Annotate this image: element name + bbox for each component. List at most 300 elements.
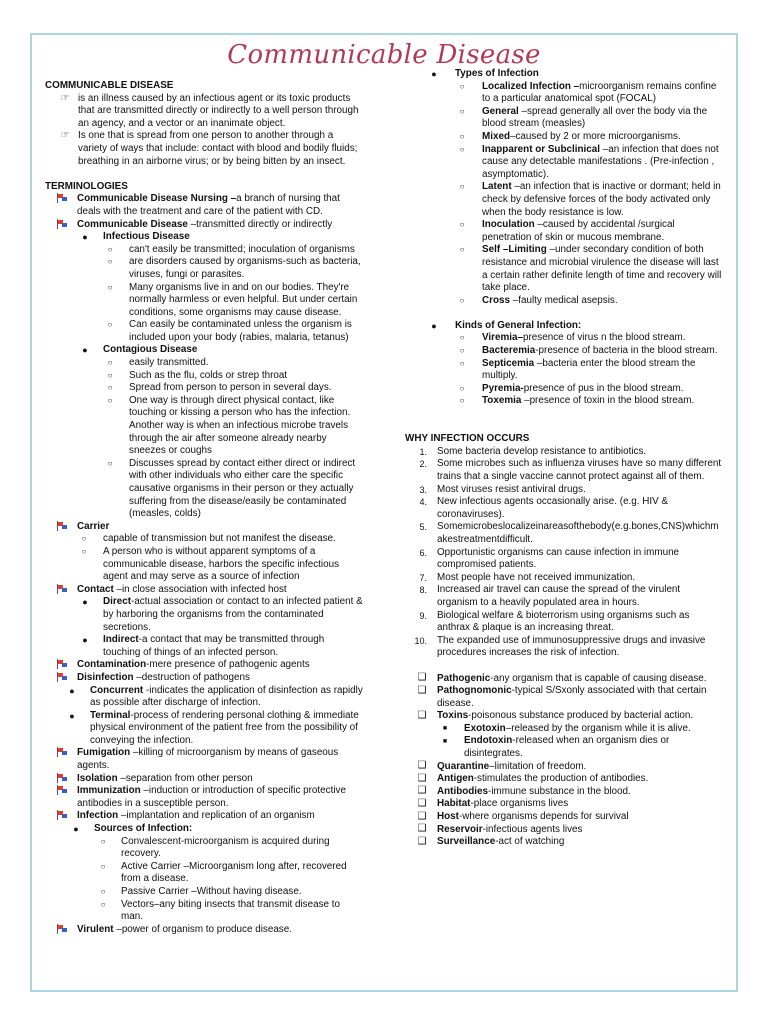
- term-label: Fumigation: [77, 747, 133, 759]
- list-item-text: [437, 521, 719, 545]
- term-text: -typical S/Sxonly associated with that certain disease.: [437, 685, 707, 709]
- flag-icon: [55, 810, 69, 824]
- list-item: [405, 811, 723, 824]
- list-item: [45, 130, 363, 168]
- list-item: [45, 231, 363, 244]
- term-label: Pathogenic: [437, 672, 491, 684]
- list-item: [405, 484, 723, 497]
- list-item-text: [482, 345, 718, 356]
- term-label: Surveillance: [437, 836, 496, 848]
- term-text: -mere presence of pathogenic agents: [146, 659, 310, 671]
- term-text: -where organisms depends for survival: [458, 811, 629, 823]
- list-item-text: [437, 811, 629, 822]
- bullet-icon: ●: [69, 710, 75, 721]
- bullet-icon: ●: [82, 232, 88, 243]
- list-item-text: [482, 181, 721, 217]
- list-item: [405, 773, 723, 786]
- list-item: [405, 446, 723, 459]
- list-item-text: [78, 93, 358, 129]
- term-text: –released by the organism while it is alive.: [505, 722, 691, 734]
- bullet-icon: ●: [431, 320, 437, 331]
- circle-bullet-icon: ○: [459, 245, 465, 255]
- spacer: [405, 408, 723, 421]
- term-text: Spread from person to person in several days.: [129, 382, 332, 394]
- list-item: [405, 131, 723, 144]
- circle-bullet-icon: ○: [459, 144, 465, 154]
- list-item: [405, 798, 723, 811]
- list-item-text: [103, 546, 339, 582]
- flag-icon: [55, 773, 69, 787]
- term-label: Sources of Infection:: [94, 823, 193, 835]
- term-text: –an infection that is inactive or dormant; held in check by defensive forces of the body activated only when the body resistance is low.: [482, 181, 721, 218]
- circle-bullet-icon: ○: [459, 131, 465, 141]
- list-item-text: [94, 823, 192, 834]
- list-item: [45, 836, 363, 861]
- list-item-text: [482, 332, 685, 343]
- circle-bullet-icon: ○: [107, 370, 113, 380]
- term-label: Contamination: [77, 659, 147, 671]
- term-label: Kinds of General Infection:: [455, 319, 582, 331]
- list-item-text: [437, 547, 679, 571]
- term-text: –in close association with infected host: [116, 583, 287, 595]
- term-label: Septicemia: [482, 357, 537, 369]
- flag-icon: [55, 672, 69, 686]
- pointer-icon: ☞: [60, 130, 70, 142]
- list-item: [405, 584, 723, 609]
- list-item: [405, 521, 723, 546]
- term-text: Is one that is spread from one person to another through a variety of ways that include: contact with blood and bodily fluids; breathing in an airborne virus; or by being bitten by an insect.: [78, 130, 358, 167]
- checkbox-bullet-icon: ❑: [417, 672, 427, 683]
- list-item: [45, 282, 363, 320]
- term-label: Self –Limiting: [482, 244, 550, 256]
- list-item: [405, 320, 723, 333]
- list-item: [45, 659, 363, 672]
- circle-bullet-icon: ○: [107, 282, 113, 292]
- list-item: [405, 144, 723, 182]
- term-label: Immunization: [77, 785, 144, 797]
- list-item: [405, 383, 723, 396]
- list-item: [405, 572, 723, 585]
- term-text: –implantation and replication of an organism: [120, 810, 315, 822]
- circle-bullet-icon: ○: [459, 295, 465, 305]
- term-text: -process of rendering personal clothing & immediate physical environment of the patient free from the possibility of conveying the infection.: [90, 709, 359, 746]
- left-column: [45, 80, 363, 936]
- flag-icon: [55, 193, 69, 207]
- term-text: –presence of toxin in the blood stream.: [524, 395, 695, 407]
- list-item-text: [77, 219, 332, 230]
- bullet-icon: ●: [69, 685, 75, 696]
- list-number: 1.: [419, 446, 427, 457]
- list-item-text: [103, 231, 190, 242]
- list-item: [405, 824, 723, 837]
- list-item-text: [77, 193, 340, 217]
- term-text: a branch of nursing that deals with the treatment and care of the patient with CD.: [77, 193, 340, 217]
- list-item-text: [437, 484, 586, 495]
- list-item-text: [103, 533, 336, 544]
- circle-bullet-icon: ○: [459, 396, 465, 406]
- list-item: [405, 610, 723, 635]
- term-text: –an infection that does not cause any detectable manifestations . (Pre-infection , asymptomatic).: [482, 143, 719, 180]
- term-text: –separation from other person: [120, 772, 253, 784]
- list-item: [45, 458, 363, 521]
- checkbox-bullet-icon: ❑: [417, 797, 427, 809]
- list-item: [405, 761, 723, 774]
- list-item: [405, 635, 723, 660]
- list-item: [405, 81, 723, 106]
- list-number: 7.: [419, 572, 427, 583]
- term-text: is an illness caused by an infectious agent or its toxic products that are transmitted directly or indirectly to a well person through an agency, and a vector or an inanimate object.: [78, 92, 359, 129]
- list-item-text: [78, 130, 357, 166]
- checkbox-bullet-icon: ❑: [417, 810, 427, 822]
- term-label: General: [482, 105, 522, 117]
- list-item: [405, 547, 723, 572]
- list-item: [45, 382, 363, 395]
- term-text: Most people have not received immunization.: [437, 571, 636, 583]
- list-item-text: [77, 773, 253, 784]
- list-item-text: [437, 458, 721, 482]
- list-item-text: [437, 673, 707, 684]
- flag-icon: [55, 924, 69, 938]
- list-item-text: [482, 131, 681, 142]
- list-item: [45, 357, 363, 370]
- term-label: Viremia–: [482, 332, 523, 344]
- term-text: Passive Carrier –Without having disease.: [121, 886, 302, 897]
- term-text: -actual association or contact to an infected patient & by harboring the organisms from the contaminated secretions.: [103, 596, 363, 633]
- term-text: -released when an organism dies or disintegrates.: [464, 735, 670, 760]
- term-text: Active Carrier –Microorganism long after, recovered from a disease.: [121, 860, 347, 885]
- list-item-text: [90, 685, 363, 709]
- term-text: -immune substance in the blood.: [488, 785, 631, 797]
- term-label: Infection: [77, 810, 121, 822]
- list-item-text: [129, 282, 357, 318]
- section-heading: COMMUNICABLE DISEASE: [45, 80, 174, 91]
- list-item: [405, 786, 723, 799]
- term-text: –induction or introduction of specific protective antibodies in a susceptible person.: [77, 785, 346, 809]
- list-number: 3.: [419, 484, 427, 495]
- list-item-text: [437, 635, 705, 659]
- list-item: [45, 93, 363, 131]
- term-text: Biological welfare & bioterrorism using organisms such as anthrax & plaque is an increasing threat.: [437, 609, 690, 634]
- list-item-text: [437, 446, 646, 457]
- spacer: [405, 421, 723, 434]
- flag-icon: [55, 785, 69, 799]
- list-item: [45, 685, 363, 710]
- term-label: Communicable Disease Nursing –: [77, 193, 237, 205]
- term-label: Reservoir: [437, 823, 483, 835]
- list-item: [405, 295, 723, 308]
- term-text: –bacteria enter the blood stream the multiply.: [482, 357, 696, 382]
- list-number: 5.: [419, 522, 427, 533]
- list-item-text: [437, 786, 631, 797]
- term-text: –under secondary condition of both resistance and microbial virulence the disease will last a certain rather definite length of time and recovery will take place.: [482, 244, 722, 294]
- circle-bullet-icon: ○: [100, 861, 106, 871]
- term-label: Inoculation: [482, 219, 538, 231]
- list-item: [45, 886, 363, 899]
- list-item: [45, 785, 363, 810]
- list-item-text: [437, 572, 635, 583]
- list-item: [405, 710, 723, 723]
- list-item-text: [482, 383, 683, 394]
- list-item-text: [482, 244, 721, 293]
- circle-bullet-icon: ○: [107, 358, 113, 368]
- circle-bullet-icon: ○: [100, 836, 106, 846]
- list-item-text: [464, 723, 691, 734]
- list-item: [405, 332, 723, 345]
- circle-bullet-icon: ○: [107, 458, 113, 468]
- term-label: Bacteremia: [482, 345, 536, 357]
- list-number: 8.: [419, 585, 427, 596]
- term-label: Host: [437, 811, 459, 823]
- circle-bullet-icon: ○: [459, 333, 465, 343]
- list-item-text: [437, 496, 668, 520]
- list-item: [45, 219, 363, 232]
- list-item-text: [482, 295, 618, 306]
- term-label: Quarantine: [437, 760, 490, 772]
- list-item: [45, 747, 363, 772]
- circle-bullet-icon: ○: [459, 383, 465, 393]
- term-text: -poisonous substance produced by bacterial action.: [468, 710, 694, 722]
- list-item-text: [77, 747, 338, 771]
- circle-bullet-icon: ○: [459, 106, 465, 116]
- right-column: [405, 68, 723, 849]
- term-label: Communicable Disease: [77, 218, 191, 230]
- circle-bullet-icon: ○: [459, 182, 465, 192]
- term-text: –caused by accidental /surgical penetration of skin or mucous membrane.: [482, 219, 675, 243]
- list-item-text: [482, 144, 719, 180]
- list-item-text: [77, 659, 310, 670]
- list-item-text: [129, 395, 350, 456]
- term-text: New infectious agents occasionally arise. (e.g. HIV & coronaviruses).: [437, 496, 669, 520]
- list-item: [405, 735, 723, 760]
- list-item: [45, 710, 363, 748]
- list-item: [45, 256, 363, 281]
- list-item: [45, 395, 363, 458]
- list-item: [405, 395, 723, 408]
- circle-bullet-icon: ○: [100, 887, 106, 896]
- term-label: Latent: [482, 181, 515, 193]
- list-item: [45, 861, 363, 886]
- square-bullet-icon: ■: [442, 737, 448, 745]
- circle-bullet-icon: ○: [459, 346, 465, 356]
- term-label: Cross: [482, 294, 513, 306]
- list-item-text: [77, 521, 109, 532]
- term-label: Direct: [103, 596, 131, 608]
- list-item-text: [77, 584, 287, 595]
- term-text: –faulty medical asepsis.: [512, 294, 618, 306]
- term-text: –caused by 2 or more microorganisms.: [510, 130, 681, 142]
- bullet-icon: ●: [82, 635, 88, 646]
- term-text: Vectors–any biting insects that transmit disease to man.: [121, 898, 341, 923]
- term-label: Contagious Disease: [103, 344, 198, 356]
- term-text: Most viruses resist antiviral drugs.: [437, 483, 586, 495]
- term-label: Toxins: [437, 710, 469, 722]
- section-heading: TERMINOLOGIES: [45, 180, 128, 192]
- list-item: [405, 836, 723, 849]
- list-number: 10.: [414, 635, 427, 646]
- circle-bullet-icon: ○: [81, 534, 87, 544]
- list-item-text: [103, 344, 197, 355]
- term-text: Opportunistic organisms can cause infection in immune compromised patients.: [437, 546, 680, 571]
- list-item: [45, 319, 363, 344]
- list-item: [405, 358, 723, 383]
- list-item-text: [437, 798, 568, 809]
- list-item-text: [464, 735, 669, 759]
- list-item: [45, 634, 363, 659]
- list-item-text: [121, 836, 330, 860]
- list-item-text: [121, 886, 302, 897]
- term-text: -a contact that may be transmitted through touching of things of an infected person.: [103, 634, 325, 658]
- list-item: [405, 181, 723, 219]
- term-text: capable of transmission but not manifest the disease.: [103, 533, 336, 545]
- list-item-text: [437, 710, 693, 721]
- list-item-text: [437, 761, 586, 772]
- term-text: presence of virus n the blood stream.: [523, 332, 686, 344]
- circle-bullet-icon: ○: [100, 899, 106, 909]
- list-item-text: [77, 924, 292, 935]
- list-item-text: [437, 685, 706, 709]
- pointer-icon: ☞: [60, 92, 70, 104]
- list-item-text: [121, 899, 340, 923]
- list-item-text: [482, 358, 696, 382]
- list-item-text: [437, 584, 680, 608]
- circle-bullet-icon: ○: [107, 395, 113, 405]
- list-item: [405, 244, 723, 294]
- checkbox-bullet-icon: ❑: [417, 785, 427, 797]
- checkbox-bullet-icon: ❑: [417, 835, 427, 847]
- flag-icon: [55, 219, 69, 233]
- list-item-text: [103, 634, 324, 658]
- flag-icon: [55, 659, 69, 673]
- list-item: [405, 496, 723, 521]
- term-text: One way is through direct physical contact, like touching or kissing a person who has the infection. Another way is when an infectious microbe travels through the air after someone already nearby sneezes or coughs: [129, 394, 351, 457]
- list-item-text: [103, 596, 363, 632]
- list-item: [45, 521, 363, 534]
- list-item: [405, 345, 723, 358]
- term-label: Antibodies: [437, 785, 489, 797]
- term-label: Virulent: [77, 923, 117, 935]
- circle-bullet-icon: ○: [459, 81, 465, 91]
- list-number: 6.: [419, 547, 427, 558]
- term-text: -stimulates the production of antibodies.: [473, 773, 649, 785]
- term-label: Pyremia-: [482, 382, 524, 394]
- list-item-text: [129, 370, 287, 381]
- term-label: Concurrent: [90, 684, 146, 696]
- checkbox-bullet-icon: ❑: [417, 709, 427, 721]
- list-item: [45, 924, 363, 937]
- term-label: Infectious Disease: [103, 231, 190, 243]
- term-text: presence of pus in the blood stream.: [523, 382, 684, 394]
- list-item: [405, 685, 723, 710]
- term-text: –power of organism to produce disease.: [116, 923, 292, 935]
- checkbox-bullet-icon: ❑: [417, 760, 427, 772]
- flag-icon: [55, 747, 69, 761]
- term-text: –transmitted directly or indirectly: [190, 218, 333, 230]
- list-item: [405, 673, 723, 686]
- list-number: 2.: [419, 459, 427, 470]
- term-label: Localized Infection –: [482, 80, 580, 92]
- list-number: 4.: [419, 497, 427, 508]
- list-item: [405, 723, 723, 736]
- list-item: [45, 584, 363, 597]
- term-label: Toxemia: [482, 395, 525, 407]
- term-label: Indirect: [103, 634, 139, 646]
- list-item-text: [482, 219, 675, 243]
- term-text: –limitation of freedom.: [489, 760, 587, 772]
- term-text: microorganism remains confine to a particular anatomical spot (FOCAL): [482, 80, 717, 105]
- circle-bullet-icon: ○: [459, 220, 465, 230]
- term-text: easily transmitted.: [129, 357, 209, 369]
- list-item: [45, 344, 363, 357]
- term-label: Carrier: [77, 520, 110, 532]
- list-item-text: [129, 244, 355, 255]
- spacer: [405, 660, 723, 673]
- list-item: [45, 596, 363, 634]
- list-item: [405, 219, 723, 244]
- bullet-icon: ●: [73, 824, 79, 835]
- list-item-text: [455, 68, 539, 79]
- list-item: [405, 68, 723, 81]
- term-text: are disorders caused by organisms-such as bacteria, viruses, fungi or parasites.: [129, 256, 361, 280]
- list-item-text: [77, 785, 346, 809]
- list-item-text: [129, 382, 332, 393]
- spacer: [45, 168, 363, 181]
- term-text: Discusses spread by contact either direct or indirect with other individuals who either care the specific causative organisms in their person or they actually suffering from the disease/easily be contaminated (measles, colds): [129, 457, 356, 520]
- term-text: Increased air travel can cause the spread of the virulent organism to a heavily populated area in hours.: [437, 584, 681, 608]
- list-item: [45, 546, 363, 584]
- term-label: Antigen: [437, 773, 474, 785]
- list-item-text: [437, 773, 648, 784]
- term-label: Terminal: [90, 709, 131, 721]
- list-item: [45, 193, 363, 218]
- bullet-icon: ●: [82, 597, 88, 608]
- list-item-text: [482, 106, 707, 130]
- list-item-text: [129, 319, 352, 343]
- list-item-text: [129, 256, 361, 280]
- term-label: Isolation: [77, 772, 121, 784]
- list-item-text: [77, 810, 315, 821]
- list-item-text: [437, 824, 582, 835]
- flag-icon: [55, 521, 69, 535]
- list-item: [45, 672, 363, 685]
- list-item-text: [437, 610, 689, 634]
- term-text: Many organisms live in and on our bodies. They're normally harmless or even helpful. But under certain conditions, some organisms may cause disease.: [129, 281, 358, 318]
- square-bullet-icon: ■: [442, 725, 448, 733]
- list-item-text: [455, 320, 581, 331]
- term-text: Some microbes such as influenza viruses have so many different trains that a single vaccine cannot protect against all of them.: [437, 458, 722, 482]
- circle-bullet-icon: ○: [107, 320, 113, 330]
- term-label: Disinfection: [77, 671, 137, 683]
- list-item: [45, 773, 363, 786]
- circle-bullet-icon: ○: [107, 383, 113, 393]
- list-item-text: [90, 710, 359, 746]
- term-text: -place organisms lives: [470, 798, 569, 810]
- term-text: –killing of microorganism by means of gaseous agents.: [77, 747, 339, 772]
- spacer: [405, 307, 723, 320]
- term-text: -indicates the application of disinfection as rapidly as possible after discharge of infection.: [90, 684, 363, 709]
- list-item-text: [129, 357, 209, 368]
- flag-icon: [55, 584, 69, 598]
- term-label: Mixed: [482, 130, 510, 142]
- list-item: [45, 533, 363, 546]
- term-label: Contact: [77, 583, 117, 595]
- term-text: -act of watching: [495, 836, 565, 848]
- term-text: Can easily be contaminated unless the organism is included upon your body (rabies, malaria, tetanus): [129, 319, 352, 343]
- list-item-text: [482, 81, 716, 105]
- term-text: Somemicrobeslocalizeinareasofthebody(e.g.bones,CNS)whichmakestreatmentdifficult.: [437, 521, 719, 545]
- list-item: [45, 370, 363, 383]
- list-item-text: [482, 395, 694, 406]
- term-label: Exotoxin: [464, 722, 506, 734]
